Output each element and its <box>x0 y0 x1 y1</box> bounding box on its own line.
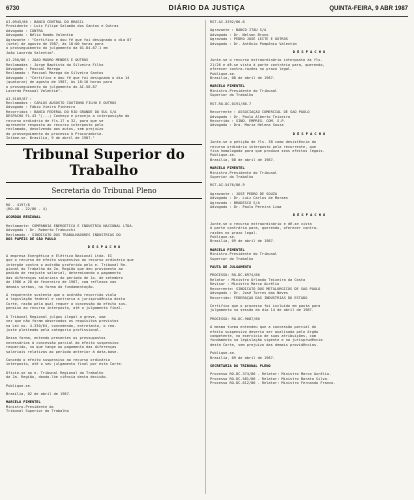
text-line: Agravante : "Certifico e dou fé que foi designado o dia 07 <box>6 37 132 42</box>
text-line: Reclamados : CARLOS AUGUSTO COUTINHO FILHO E OUTROS <box>6 100 117 105</box>
page-number: 6730 <box>6 6 20 12</box>
text-line: DESPACHO FL.43 "(...) Conheço e provejo a interposição do <box>6 114 130 119</box>
text-line: Recorrente : ASSOCIAÇÃO COMERCIAL DE SÃO PAULO <box>210 110 310 115</box>
text-line: de 1986 a 28 de fevereiro de 1987, com reflexos nas <box>6 280 117 285</box>
text-line: do prosseguimento do processo à Procuradoria. <box>6 131 104 136</box>
notice-block <box>6 97 202 141</box>
text-line: interposto, até o seu julgamento final por esta Corte. <box>6 362 123 367</box>
text-line: Revisor : Ministro Marco Aurélio <box>210 282 280 287</box>
text-line: AI-5109/87 : <box>6 96 32 101</box>
text-line: requerido, no que tange ao pagamento das diferenças <box>6 345 117 350</box>
text-line: Brasília, 02 de abril de 1987. <box>6 391 71 396</box>
notice-block <box>6 58 202 93</box>
text-line: apresente resposta ao recurso interposto pelo <box>6 122 104 127</box>
text-line: juste pleiteado pela categoria profissional. <box>6 327 102 332</box>
text-line: Publique-se. <box>210 351 236 356</box>
text-line: ACÓRDÃO REGIONAL <box>6 215 41 220</box>
text-line: Advogado : CONTRA <box>6 28 43 33</box>
text-line: oferecer contra-razões no prazo legal. <box>210 67 293 72</box>
text-line: Agravado : BRADESCO S/A <box>210 200 260 205</box>
text-line: Reclamante: COMPANHIA ENERGÉTICA E INDÚSTRIA NACIONAL LTDA. <box>6 223 134 228</box>
text-line: Certifico que o processo foi incluído em pauta para <box>210 303 321 308</box>
text-line: o prosseguimento do julgamento do AI-58.87 <box>6 84 97 89</box>
journal-title: DIÁRIO DA JUSTIÇA <box>168 5 246 12</box>
text-line: (sete) de agosto de 1987, às 18:00 horas para <box>6 42 104 47</box>
text-line: PROCESSO: RO-DC-9087/86 <box>210 316 260 321</box>
text-line: (RO-48 - 22/86 - 4) <box>6 206 48 211</box>
text-line: vez que não foram observados os requisitos previstos <box>6 319 119 324</box>
text-line: (quatorze) de agosto de 1987, às 18:10 horas para <box>6 80 113 85</box>
text-line: competente, no exercício de suas atribuições, com <box>210 333 317 338</box>
text-line: efeito suspensivo deveria ser analisada pelo órgão <box>210 329 319 334</box>
text-line: Advogado : Dr. Luiz Carlos de Moraes <box>210 196 288 201</box>
tribunal-title: Tribunal Superior do Trabalho <box>22 146 186 179</box>
text-line: Corte, razão pela qual requer a concessão do efeito sus- <box>6 301 128 306</box>
right-column <box>210 20 408 494</box>
text-line: Ministro-Presidente do Tribunal <box>210 252 278 257</box>
text-line: Advogado : Dra. Maria Helena Souza <box>210 123 284 128</box>
text-line: Advogado : Dr. Antônio Pompônio Valentim <box>210 41 297 46</box>
text-line: Recorridos : BANCO FEDERAL DO RIO GRANDE DO SUL S/A <box>6 109 117 114</box>
text-line: Junte-se o recurso extraordinário interposto às fls. <box>210 58 323 63</box>
text-line: SECRETARIA DO TRIBUNAL PLENO <box>210 363 271 368</box>
text-line: reclamado, devolvendo aos autos, sem prejuízo <box>6 127 104 132</box>
text-line: Superior do Trabalho <box>210 174 254 179</box>
text-line: pensivo ao recurso interposto, até o julgamento final. <box>6 306 123 311</box>
text-line: Lacerda Pessoal Valentim". <box>6 89 63 94</box>
text-line: RST-AI-5476/86.9 <box>210 183 245 188</box>
left-column <box>6 20 202 494</box>
text-line: necessários à concessão parcial do efeito suspensivo <box>6 340 119 345</box>
text-line: Processo RO-DC-374/86 - Relator: Ministro Marco Aurélio. <box>210 372 332 377</box>
text-line: Junte-se o recurso extraordinário e dê-se vista <box>210 221 312 226</box>
left-top-blocks <box>6 20 202 141</box>
text-line: PROCESSO: RO-DC-8974/86 <box>210 273 260 278</box>
text-line: que o recurso de efeito suspensivo ao recurso ordinário que <box>6 258 134 263</box>
text-line: Presidente : Luiz Filipe Salomão dos Santos e Outras <box>6 24 119 29</box>
text-line: Reclamado : Pascoal Marega da Silveira Santos <box>6 71 104 76</box>
text-line: Reclamadas : Jorge Baptista da Silveira Filho <box>6 62 104 67</box>
text-line: Advogado : Dr. Paulo Pereira Lima <box>210 205 282 209</box>
left-body-text <box>6 203 202 414</box>
text-line: Agravante : JOSÉ PEDRO DE SOUZA <box>210 191 278 196</box>
text-line: Brasília, 08 de abril de 1987. <box>210 76 275 81</box>
text-line: desta Corte, sem prejuízo das demais providências. <box>210 342 319 347</box>
text-line: Advogado : "Certifico e dou fé que foi designado o dia 14 <box>6 75 130 80</box>
page-header <box>6 4 408 17</box>
text-line: A empresa Energética e Elétrica Nacional Ltda. EI <box>6 253 113 258</box>
text-line: Advogado : Nélio Romão Valentim <box>6 33 74 38</box>
text-line: Recorrido: FEDERAÇÃO DAS INDÚSTRIAS DO ESTADO <box>210 295 308 300</box>
text-line: Concedo o efeito suspensivo ao recurso ordinário <box>6 357 110 362</box>
text-line: RST-AI-3392/86.8 <box>210 20 245 24</box>
text-line: recurso ordinário de fls.17 a 32, para que se <box>6 118 104 123</box>
text-line: D E S P A C H O <box>292 213 326 218</box>
text-line: razões no prazo legal. <box>210 230 258 235</box>
text-line: Processo RO-DC-612/86 - Relator: Ministro Fernando Franco. <box>210 381 336 386</box>
text-line: A requerente sustenta que o acórdão recorrido viola <box>6 293 117 298</box>
issue-date: QUINTA-FEIRA, 9 ABR 1987 <box>329 6 408 12</box>
text-line: Agravado : PEDRO JOSÉ LEITE E OUTROS <box>210 37 288 42</box>
text-line: Brasília, 09 de abril de 1987. <box>210 355 275 360</box>
text-line: Publique-se. <box>210 153 236 158</box>
right-body-text <box>210 20 408 386</box>
text-line: Publique-se. <box>210 71 236 76</box>
column-divider <box>205 20 206 494</box>
text-line: Superior do Trabalho <box>210 93 254 98</box>
text-line: Publique-se. <box>6 383 32 388</box>
text-line: Dessa forma, entendo presentes os pressupostos <box>6 336 106 341</box>
text-line: MARCELO PIMENTEL <box>210 247 245 252</box>
text-line: Publique-se. <box>210 235 236 240</box>
text-line: pedido de reajuste salarial, determinando o pagamento <box>6 271 121 276</box>
text-line: D E S P A C H O <box>87 245 121 250</box>
text-line: interpõe contra o acórdão proferido pelo e. Tribunal Re- <box>6 262 128 267</box>
text-line: Tribunal Superior do Trabalho <box>6 409 69 414</box>
text-line: DOS PAPÉIS DE SÃO PAULO <box>6 237 56 241</box>
text-line: Advogado : Dr. Nelson Bruno <box>210 32 269 37</box>
text-line: fundamento na legislação vigente e na jurisprudência <box>210 338 323 343</box>
text-line: A mesma turma entendeu que a concessão parcial do <box>210 325 317 330</box>
text-line: julgamento na sessão do dia 14 de abril de 1987. <box>210 308 314 313</box>
text-line: PAUTA DE JULGAMENTO <box>210 265 252 270</box>
text-line: RST-RO-DC-0191/86.7 <box>210 101 252 106</box>
text-line: MARCELO PIMENTEL <box>210 166 245 171</box>
text-line: a legislação federal e contraria a jurisprudência desta <box>6 297 125 302</box>
text-line: Processo RO-DC-581/86 - Relator: Ministro Barata Silva. <box>210 376 329 381</box>
text-line: na Lei no. 4.330/64, concedendo, entretanto, o rea- <box>6 323 117 328</box>
text-line: AI-250/86 : JOÃO MAURO MENDES E OUTROS <box>6 58 89 63</box>
text-line: Recorrente: SINDICATO DOS METALÚRGICOS DE SÃO PAULO <box>210 286 321 291</box>
text-line: MARCELO PIMENTEL <box>210 84 245 89</box>
text-line: Reclamado : SINDICATO DOS TRABALHADORES INDÚSTRIAS DO <box>6 232 121 237</box>
text-line: João Lacerda Valentim". <box>6 50 56 55</box>
text-line: Advogado : Pascoal Marega <box>6 67 61 72</box>
text-line: Relator : Ministro Orlando Teixeira da Costa <box>210 277 306 282</box>
text-line: Ministro-Presidente do <box>6 404 54 409</box>
text-line: demais verbas, na forma da fundamentação. <box>6 284 95 289</box>
text-line: Advogado : Dr. José Torres das Neves <box>210 291 288 296</box>
text-line: Junte-se a petição de fls. 38 como desistência do <box>210 140 317 145</box>
text-line: Advogado : Dr. Paulo Alberto Teixeira <box>210 114 291 119</box>
text-line: recurso ordinário interposto pela recorrente, que <box>210 144 317 149</box>
text-line: Intime-se. Brasília, 9 de abril de 1987." <box>6 136 95 141</box>
text-line: 21/26 e dê-se vista à parte contrária para, querendo, <box>210 62 325 67</box>
text-line: Superior do Trabalho <box>210 256 254 261</box>
text-line: das diferenças salariais do período de 1o. de setembro <box>6 275 123 280</box>
text-line: Brasília, 08 de abril de 1987. <box>210 157 275 162</box>
text-line: Brasília, 09 de abril de 1987. <box>210 239 275 244</box>
text-line: à parte contrária para, querendo, oferecer contra- <box>210 226 319 231</box>
tribunal-banner <box>6 144 202 183</box>
text-line: D E S P A C H O <box>292 131 326 136</box>
text-line: gional do Trabalho da 2a. Região que deu provimento ao <box>6 267 123 272</box>
text-line: o prosseguimento do julgamento da 01.84.87.1 em <box>6 46 108 51</box>
text-line: D E S P A C H O <box>292 50 326 55</box>
text-line: Recorrido : SIND. EMPREG. COM. S.P. <box>210 118 286 123</box>
text-line: MARCELO PIMENTEL <box>6 400 41 405</box>
notice-block <box>6 20 202 55</box>
text-line: Advogado : Dr. Roberto Trabucchi <box>6 228 76 233</box>
text-line: fica homologada para que produza seus efeitos legais. <box>210 148 325 153</box>
text-line: Advogado : Fábio Vieira Pinheiro <box>6 105 76 110</box>
text-line: O Tribunal Regional julgou ilegal a greve, uma <box>6 314 106 319</box>
secretaria-heading: Secretaria do Tribunal Pleno <box>6 183 202 199</box>
text-line: da 2a. Região, dando-lhe ciência desta decisão. <box>6 375 108 380</box>
text-line: salariais relativas ao período anterior à data-base. <box>6 349 119 354</box>
text-line: RO - 4197/8 <box>6 202 30 207</box>
text-line: Oficie-se ao e. Tribunal Regional do Trabalho <box>6 370 104 375</box>
text-line: Ministro-Presidente do Tribunal <box>210 88 278 93</box>
text-line: AI-0945/86 : BANCO CENTRAL DO BRASIL <box>6 20 84 24</box>
text-line: Ministro-Presidente do Tribunal <box>210 170 278 175</box>
text-line: Agravante : BANCO ITAÚ S/A <box>210 28 267 33</box>
